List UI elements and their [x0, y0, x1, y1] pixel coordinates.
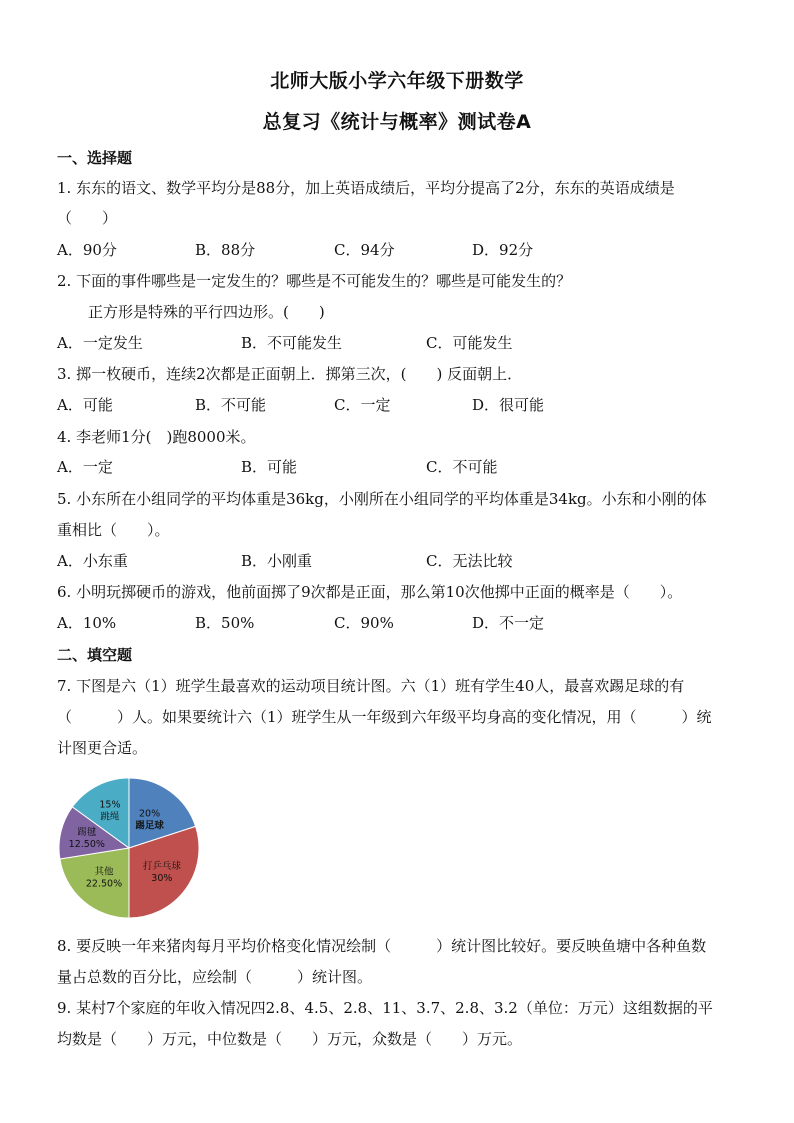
- question-1-blank: （ ）: [57, 209, 118, 227]
- question-5-stem: 5. 小东所在小组同学的平均体重是36kg，小刚所在小组同学的平均体重是34kg。小东和小刚的体: [57, 490, 707, 508]
- question-8-stem: 8. 要反映一年来猪肉每月平均价格变化情况绘制（ ）统计图比较好。要反映鱼塘中各种鱼数: [57, 937, 707, 955]
- question-4-option-a: A．一定: [57, 458, 113, 476]
- question-7-stem-cont: （ ）人。如果要统计六（1）班学生从一年级到六年级平均身高的变化情况，用（ ）统: [57, 708, 712, 726]
- question-7-stem: 7. 下图是六（1）班学生最喜欢的运动项目统计图。六（1）班有学生40人，最喜欢踢足球的有: [57, 677, 685, 695]
- question-1-option-b: B．88分: [195, 241, 256, 259]
- question-4-option-c: C．不可能: [426, 458, 498, 476]
- pie-label-line1-3: 踢毽: [77, 826, 97, 838]
- question-4-stem: 4. 李老师1分( )跑8000米。: [57, 428, 256, 446]
- question-3-option-b: B．不可能: [195, 396, 267, 414]
- question-6-option-c: C．90%: [334, 614, 394, 632]
- question-5-option-b: B．小刚重: [241, 552, 313, 570]
- pie-label-line2-4: 跳绳: [100, 811, 120, 823]
- question-4-option-b: B．可能: [241, 458, 298, 476]
- question-9-stem: 9. 某村7个家庭的年收入情况四2.8、4.5、2.8、11、3.7、2.8、3.2（单位：万元）这组数据的平: [57, 999, 713, 1017]
- question-2-option-c: C．可能发生: [426, 334, 513, 352]
- page-subtitle: 总复习《统计与概率》测试卷A: [262, 111, 532, 133]
- page-title: 北师大版小学六年级下册数学: [270, 70, 524, 92]
- question-2-option-b: B．不可能发生: [241, 334, 343, 352]
- question-2-option-a: A．一定发生: [57, 334, 143, 352]
- section-heading-choice: 一、选择题: [57, 149, 133, 167]
- question-1-option-a: A．90分: [57, 241, 117, 259]
- question-3-option-d: D．很可能: [472, 396, 545, 414]
- pie-label-line2-3: 12.50%: [68, 838, 105, 850]
- question-1-option-d: D．92分: [472, 241, 534, 259]
- question-6-option-d: D．不一定: [472, 614, 545, 632]
- question-5-option-a: A．小东重: [57, 552, 128, 570]
- question-2-statement: 正方形是特殊的平行四边形。( ): [88, 303, 325, 321]
- question-3-option-a: A．可能: [57, 396, 113, 414]
- question-3-option-c: C．一定: [334, 396, 391, 414]
- question-5-option-c: C．无法比较: [426, 552, 513, 570]
- question-2-stem: 2. 下面的事件哪些是一定发生的？哪些是不可能发生的？哪些是可能发生的？: [57, 272, 572, 290]
- question-7-stem-end: 计图更合适。: [57, 739, 148, 757]
- question-6-stem: 6. 小明玩掷硬币的游戏，他前面掷了9次都是正面，那么第10次他掷中正面的概率是（ ）。: [57, 583, 683, 601]
- question-1-stem: 1. 东东的语文、数学平均分是88分，加上英语成绩后，平均分提高了2分，东东的英语成绩是: [57, 179, 675, 197]
- question-1-option-c: C．94分: [334, 241, 395, 259]
- pie-label-line2-0: 踢足球: [135, 820, 164, 832]
- section-heading-fill: 二、填空题: [57, 646, 133, 664]
- question-5-stem-cont: 重相比（ ）。: [57, 521, 170, 539]
- question-6-option-a: A．10%: [57, 614, 117, 632]
- question-9-stem-cont: 均数是（ ）万元，中位数是（ ）万元，众数是（ ）万元。: [57, 1030, 523, 1048]
- question-8-stem-cont: 量占总数的百分比，应绘制（ ）统计图。: [57, 968, 373, 986]
- pie-label-line1-0: 20%: [139, 808, 161, 820]
- sports-pie-chart: [57, 773, 203, 923]
- pie-label-line2-2: 22.50%: [85, 878, 123, 890]
- pie-label-line1-2: 其他: [94, 866, 114, 878]
- pie-label-line2-1: 30%: [151, 872, 173, 884]
- question-3-stem: 3. 掷一枚硬币，连续2次都是正面朝上．掷第三次，( ) 反面朝上．: [57, 365, 523, 383]
- question-6-option-b: B．50%: [195, 614, 255, 632]
- pie-label-line1-1: 打乒乓球: [142, 860, 181, 872]
- pie-label-line1-4: 15%: [99, 799, 121, 811]
